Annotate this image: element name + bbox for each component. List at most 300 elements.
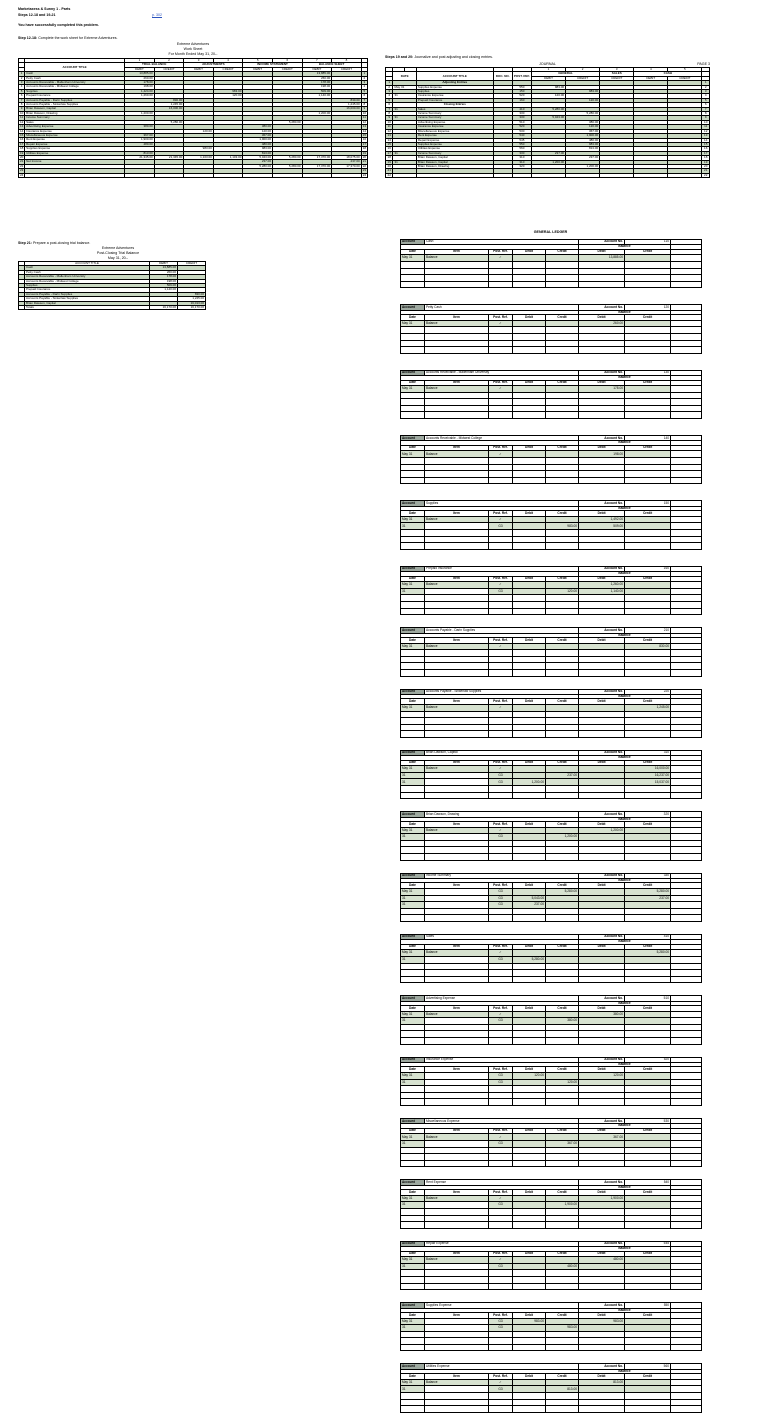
ws-col-letter: 7 xyxy=(302,59,332,63)
ledger-cell xyxy=(546,915,579,922)
jr-line-no: 20 xyxy=(386,164,393,168)
ledger-col-debit: Debit xyxy=(579,511,625,517)
ledger-col-post_ref: Post. Ref. xyxy=(489,249,513,255)
ledger-account-label: Account xyxy=(401,812,425,817)
ws-amount: 178.00 xyxy=(125,81,155,85)
ledger-row xyxy=(401,731,702,738)
ledger-cell xyxy=(425,543,489,550)
jr-date: 31 xyxy=(393,107,416,111)
journal-page: PAGE 3 xyxy=(697,62,710,66)
ws-amount: 21,345.00 xyxy=(154,155,184,159)
ledger-cell: May 31 xyxy=(401,516,425,523)
ledger-cell xyxy=(579,1331,625,1338)
ledger-account xyxy=(400,500,702,549)
ledger-cell xyxy=(489,1208,513,1215)
ledger-cell: 1,260.00 xyxy=(579,582,625,589)
jr-post-ref: 550 xyxy=(512,85,531,89)
ledger-col-debit: Debit xyxy=(513,445,546,451)
ws-amount xyxy=(302,173,332,177)
ledger-cell xyxy=(401,711,425,718)
ws-line-no: 2 xyxy=(19,76,25,80)
ledger-col-debit: Debit xyxy=(579,1374,625,1380)
ledger-cell xyxy=(546,711,579,718)
ledger-cell xyxy=(489,1160,513,1167)
ledger-col-debit: Debit xyxy=(513,1190,546,1196)
ledger-cell xyxy=(579,718,625,725)
ledger-balance-label: Balance xyxy=(579,245,671,249)
ws-account: Miscellaneous Expense xyxy=(25,133,125,137)
reference-link[interactable]: p. 302 xyxy=(152,13,162,17)
ledger-cell: ✓ xyxy=(489,1011,513,1018)
ledger-cell xyxy=(489,1031,513,1038)
ledger-account-name: Repair Expense xyxy=(425,1241,579,1246)
ws-dc-label: DEBIT xyxy=(125,67,155,71)
ledger-cell xyxy=(625,854,671,861)
ledger-account-label: Account xyxy=(401,996,425,1001)
ledger-cell xyxy=(546,976,579,983)
ledger-col-credit: Credit xyxy=(546,1067,579,1073)
jr-amount: 1,900.00 xyxy=(566,134,600,138)
ledger-cell xyxy=(425,530,489,537)
ledger-body xyxy=(401,1364,702,1412)
ledger-cell xyxy=(625,1141,671,1148)
ledger-cell xyxy=(513,1283,546,1290)
ledger-cell xyxy=(625,530,671,537)
ws-amount: 17,370.00 xyxy=(332,164,362,168)
ws-account: Accounts Payable - Sinkerlaw Supplies xyxy=(25,103,125,107)
ledger-account-name: Insurance Expense xyxy=(425,1057,579,1062)
ledger-cell xyxy=(425,608,489,615)
jr-line-no-right: 12 xyxy=(702,129,710,133)
ledger-account-label: Account xyxy=(401,305,425,310)
jr-doc xyxy=(493,173,512,177)
ws-account: Accounts Payable - Darin Supplies xyxy=(25,98,125,102)
ws-amount: 1,900.00 xyxy=(243,138,273,142)
ledger-cell: 5,280.00 xyxy=(513,956,546,963)
ledger-row xyxy=(401,601,702,608)
ws-line-no-right: 13 xyxy=(362,124,367,129)
ledger-cell xyxy=(401,1276,425,1283)
jr-amount: 5,280.00 xyxy=(566,112,600,116)
ledger-cell xyxy=(579,1038,625,1045)
ledger-cell: G3 xyxy=(489,772,513,779)
jr-account: Brian Dawson, Drawing xyxy=(416,164,493,168)
ledger-cell xyxy=(401,976,425,983)
ledger-cell xyxy=(671,588,702,595)
ledger-account-name: Advertising Expense xyxy=(425,996,579,1001)
ws-dc-label: CREDIT xyxy=(213,67,243,71)
ledger-cell xyxy=(425,1270,489,1277)
ledger-cell xyxy=(579,908,625,915)
jr-amount xyxy=(634,173,668,177)
ledger-cell xyxy=(671,1160,702,1167)
ledger-cell xyxy=(546,854,579,861)
ledger-cell xyxy=(401,656,425,663)
ledger-cell xyxy=(625,333,671,340)
ledger-cell xyxy=(513,1154,546,1161)
ledger-cell xyxy=(401,471,425,478)
ledger-cell xyxy=(579,392,625,399)
ledger-body xyxy=(401,566,702,614)
ws-dc-label: DEBIT xyxy=(184,67,214,71)
ledger-cell: 31 xyxy=(401,834,425,841)
ledger-cell: G3 xyxy=(489,1018,513,1025)
ledger-cell xyxy=(671,536,702,543)
ledger-account-label: Account xyxy=(401,873,425,878)
ws-dc-label: CREDIT xyxy=(332,67,362,71)
ledger-cell: ✓ xyxy=(489,827,513,834)
ledger-cell xyxy=(579,412,625,419)
ledger-cell xyxy=(546,458,579,465)
ledger-cell xyxy=(546,779,579,786)
ledger-cell xyxy=(546,1283,579,1290)
ledger-cell xyxy=(425,1344,489,1351)
ledger-cell xyxy=(625,1208,671,1215)
ledger-cell xyxy=(671,1270,702,1277)
ledger-row xyxy=(401,1134,702,1141)
ledger-cell: G3 xyxy=(489,1325,513,1332)
ledger-cell: May 31 xyxy=(401,1379,425,1386)
ledger-cell xyxy=(671,471,702,478)
ledger-col-post_ref: Post. Ref. xyxy=(489,380,513,386)
ledger-col-debit: Debit xyxy=(579,445,625,451)
ledger-col-credit: Credit xyxy=(625,315,671,321)
ledger-cell xyxy=(513,718,546,725)
ledger-cell xyxy=(579,902,625,909)
ws-amount xyxy=(125,173,155,177)
ledger-cell xyxy=(489,711,513,718)
ledger-cell xyxy=(513,1215,546,1222)
ledger-cell xyxy=(579,1386,625,1393)
ledger-balance-label: Balance xyxy=(579,817,671,821)
ledger-cell: 260.00 xyxy=(579,320,625,327)
ledger-col-post_ref: Post. Ref. xyxy=(489,1006,513,1012)
ledger-cell xyxy=(425,477,489,484)
jr-line-no-right: 14 xyxy=(702,138,710,142)
ledger-cell xyxy=(579,1018,625,1025)
ledger-cell xyxy=(671,643,702,650)
ledger-col-item: Item xyxy=(425,699,489,705)
ledger-col-debit: Debit xyxy=(513,380,546,386)
ws-account-header: ACCOUNT TITLE xyxy=(25,63,125,72)
ledger-cell xyxy=(513,827,546,834)
ledger-col-debit: Debit xyxy=(513,1374,546,1380)
ledger-cell xyxy=(671,595,702,602)
ledger-account-no: 130 xyxy=(625,370,671,375)
ledger-cell xyxy=(546,1086,579,1093)
ledger-col-credit: Credit xyxy=(546,1374,579,1380)
jr-amount: 983.00 xyxy=(531,85,565,89)
ledger-cell xyxy=(425,405,489,412)
ledger-row xyxy=(401,1406,702,1413)
ledger-row xyxy=(401,1038,702,1045)
ws-amount: 830.00 xyxy=(332,98,362,102)
ledger-col-debit: Debit xyxy=(579,1251,625,1257)
ledger-cell xyxy=(489,1222,513,1229)
ledger-account-label: Account xyxy=(401,628,425,633)
ledger-row xyxy=(401,340,702,347)
ledger-col-credit: Credit xyxy=(625,883,671,889)
jr-col-letter: 3 xyxy=(600,68,634,72)
ledger-account-label: Account xyxy=(401,566,425,571)
ledger-cell xyxy=(489,405,513,412)
ws-dc-label: DEBIT xyxy=(243,67,273,71)
ledger-cell: May 31 xyxy=(401,320,425,327)
ledger-cell xyxy=(579,601,625,608)
ledger-cell xyxy=(425,908,489,915)
ledger-cell xyxy=(513,1257,546,1264)
ws-line-no: 4 xyxy=(19,85,25,89)
ledger-cell xyxy=(579,650,625,657)
journal-title: JOURNAL xyxy=(539,62,556,66)
pctb-credit: 16,170.00 xyxy=(178,306,206,310)
ws-amount: 21,345.00 xyxy=(125,155,155,159)
ledger-cell: Balance xyxy=(425,320,489,327)
ledger-cell xyxy=(546,847,579,854)
ledger-cell xyxy=(489,1086,513,1093)
ledger-cell xyxy=(513,792,546,799)
ledger-cell xyxy=(546,704,579,711)
ledger-cell xyxy=(546,1011,579,1018)
ledger-cell xyxy=(425,1393,489,1400)
ledger-col-credit: Credit xyxy=(625,1128,671,1134)
ledger-cell xyxy=(625,255,671,262)
ledger-cell: G3 xyxy=(489,779,513,786)
ledger-cell xyxy=(513,399,546,406)
jr-sub-label: CREDIT xyxy=(566,76,600,80)
jr-line-no: 1 xyxy=(386,81,393,85)
pctb-debit: 178.00 xyxy=(150,275,178,279)
ledger-account xyxy=(400,750,702,799)
ledger-cell xyxy=(513,650,546,657)
ledger-cell xyxy=(513,530,546,537)
jr-line-no-right: 10 xyxy=(702,120,710,124)
jr-account: Sales xyxy=(416,107,493,111)
ledger-cell xyxy=(425,1331,489,1338)
ledger-col-debit: Debit xyxy=(579,380,625,386)
ws-amount: 5,280.00 xyxy=(273,120,303,124)
jr-amount xyxy=(566,173,600,177)
ledger-account-no: 210 xyxy=(625,628,671,633)
ledger-cell xyxy=(513,477,546,484)
ledger-row xyxy=(401,950,702,957)
ledger-cell xyxy=(489,1393,513,1400)
ledger-cell xyxy=(671,543,702,550)
ledger-account-no-label: Account No. xyxy=(579,628,625,633)
pctb-col-header: ACCOUNT TITLE xyxy=(25,262,150,266)
ledger-cell xyxy=(671,1344,702,1351)
ledger-cell xyxy=(671,1147,702,1154)
ledger-cell: Balance xyxy=(425,386,489,393)
ledger-cell xyxy=(546,1073,579,1080)
jr-post-ref: 310 xyxy=(512,156,531,160)
ws-account: Supplies Expense xyxy=(25,147,125,151)
ledger-row xyxy=(401,1338,702,1345)
ws-line-no-right: 19 xyxy=(362,150,367,155)
ledger-cell xyxy=(513,834,546,841)
ws-line-no: 7 xyxy=(19,98,25,102)
ledger-cell xyxy=(579,731,625,738)
ledger-cell xyxy=(671,1024,702,1031)
jr-amount: 237.00 xyxy=(531,151,565,155)
ledger-col-debit: Debit xyxy=(513,1006,546,1012)
ledger-col-date: Date xyxy=(401,1312,425,1318)
ledger-cell xyxy=(425,333,489,340)
ledger-cell xyxy=(625,1283,671,1290)
ledger-col-date: Date xyxy=(401,511,425,517)
ledger-row xyxy=(401,772,702,779)
jr-date: 31 xyxy=(393,151,416,155)
ledger-body xyxy=(401,689,702,737)
ledger-cell xyxy=(625,464,671,471)
ledger-balance-label: Balance xyxy=(579,633,671,637)
ledger-account xyxy=(400,689,702,738)
ledger-col-item: Item xyxy=(425,1251,489,1257)
ws-col-letter: 5 xyxy=(243,59,273,63)
ledger-account-no: 550 xyxy=(625,1303,671,1308)
ledger-cell xyxy=(546,656,579,663)
ledger-body xyxy=(401,873,702,921)
ledger-balance-label: Balance xyxy=(579,1369,671,1373)
ledger-cell xyxy=(671,347,702,354)
ledger-cell xyxy=(625,536,671,543)
ledger-account xyxy=(400,627,702,676)
ledger-cell xyxy=(401,663,425,670)
ledger-col-credit: Credit xyxy=(625,1006,671,1012)
ledger-col-credit: Credit xyxy=(625,822,671,828)
ledger-cell xyxy=(579,464,625,471)
ws-amount: 16,000.00 xyxy=(332,107,362,111)
ledger-cell xyxy=(625,412,671,419)
ledger-account-label: Account xyxy=(401,1057,425,1062)
pctb-period: May 31, 20-- xyxy=(107,256,129,260)
ledger-cell xyxy=(579,1079,625,1086)
jr-post-ref: 330 xyxy=(512,151,531,155)
ledger-cell xyxy=(401,1031,425,1038)
ledger-cell xyxy=(513,320,546,327)
ledger-cell xyxy=(546,543,579,550)
ws-amount: 260.00 xyxy=(125,76,155,80)
ledger-cell xyxy=(579,1283,625,1290)
ledger-cell xyxy=(625,1011,671,1018)
ledger-account-no-label: Account No. xyxy=(579,812,625,817)
ws-line-no: 8 xyxy=(19,103,25,107)
ws-amount: 13,885.00 xyxy=(302,72,332,76)
ledger-cell xyxy=(401,970,425,977)
ledger-account-label: Account xyxy=(401,1364,425,1369)
ledger-cell xyxy=(671,1222,702,1229)
ledger-cell xyxy=(489,399,513,406)
ledger-cell xyxy=(401,268,425,275)
ws-amount: 509.00 xyxy=(302,89,332,93)
ledger-cell xyxy=(625,268,671,275)
ledger-cell xyxy=(401,847,425,854)
ledger-cell xyxy=(579,1099,625,1106)
ledger-cell xyxy=(625,711,671,718)
ledger-cell xyxy=(546,516,579,523)
jr-date xyxy=(393,173,416,177)
ledger-cell xyxy=(625,908,671,915)
ledger-cell xyxy=(425,1276,489,1283)
ledger-cell: ✓ xyxy=(489,704,513,711)
ledger-cell xyxy=(671,523,702,530)
ledger-col-post_ref: Post. Ref. xyxy=(489,1312,513,1318)
jr-amount: 367.00 xyxy=(566,129,600,133)
ws-account: Net Income xyxy=(25,160,125,164)
ledger-col-credit: Credit xyxy=(546,1006,579,1012)
ledger-col-credit: Credit xyxy=(546,380,579,386)
ledger-cell: 120.00 xyxy=(546,588,579,595)
ledger-cell xyxy=(489,792,513,799)
ledger-cell xyxy=(579,772,625,779)
ledger-cell: 1,200.00 xyxy=(579,827,625,834)
pctb-debit: 1,140.00 xyxy=(150,288,178,292)
ledger-cell xyxy=(513,347,546,354)
ws-group-label: INCOME STATEMENT xyxy=(243,63,302,67)
ledger-cell xyxy=(401,1038,425,1045)
ledger-cell xyxy=(513,608,546,615)
jr-line-no-right: 22 xyxy=(702,173,710,177)
ledger-cell: 5,280.00 xyxy=(625,950,671,957)
ledger-cell: 31 xyxy=(401,1263,425,1270)
ledger-col-credit: Credit xyxy=(625,1312,671,1318)
ws-amount: 17,370.00 xyxy=(302,164,332,168)
ledger-cell xyxy=(546,530,579,537)
ledger-cell xyxy=(579,543,625,550)
ledger-cell: 16,000.00 xyxy=(625,766,671,773)
ledger-cell xyxy=(579,1215,625,1222)
ledger-body xyxy=(401,934,702,982)
ledger-cell xyxy=(401,1208,425,1215)
ws-group-label: ADJUSTMENTS xyxy=(184,63,243,67)
ledger-cell xyxy=(546,392,579,399)
jr-amount: 5,280.00 xyxy=(531,107,565,111)
ledger-cell xyxy=(425,847,489,854)
ledger-cell: Balance xyxy=(425,1379,489,1386)
ws-amount: 237.00 xyxy=(332,160,362,164)
jr-col-letter: 1 xyxy=(531,68,565,72)
ledger-cell: 509.00 xyxy=(579,523,625,530)
ledger-cell xyxy=(513,1331,546,1338)
ledger-cell: G3 xyxy=(489,523,513,530)
ledger-cell xyxy=(513,840,546,847)
ledger-cell xyxy=(513,1276,546,1283)
ledger-cell xyxy=(425,458,489,465)
ledger-cell xyxy=(579,956,625,963)
ledger-row xyxy=(401,320,702,327)
ledger-account-no-label: Account No. xyxy=(579,1303,625,1308)
ledger-cell xyxy=(579,1147,625,1154)
pctb-title: Post-Closing Trial Balance xyxy=(96,251,140,255)
ledger-col-credit: Credit xyxy=(546,822,579,828)
ledger-col-item: Item xyxy=(425,883,489,889)
jr-account: Supplies Expense xyxy=(416,142,493,146)
ledger-cell: G3 xyxy=(489,895,513,902)
ledger-cell xyxy=(625,1073,671,1080)
ledger-cell xyxy=(546,1147,579,1154)
ledger-cell xyxy=(513,1263,546,1270)
ledger-col-debit: Debit xyxy=(579,822,625,828)
ledger-cell xyxy=(579,915,625,922)
jr-amount: 983.00 xyxy=(566,142,600,146)
ledger-row xyxy=(401,1344,702,1351)
ledger-row xyxy=(401,1276,702,1283)
ledger-account xyxy=(400,304,702,353)
ws-amount: 237.00 xyxy=(243,160,273,164)
jr-line-no-right: 9 xyxy=(702,116,710,120)
ledger-cell xyxy=(489,530,513,537)
ledger-cell: 31 xyxy=(401,1386,425,1393)
